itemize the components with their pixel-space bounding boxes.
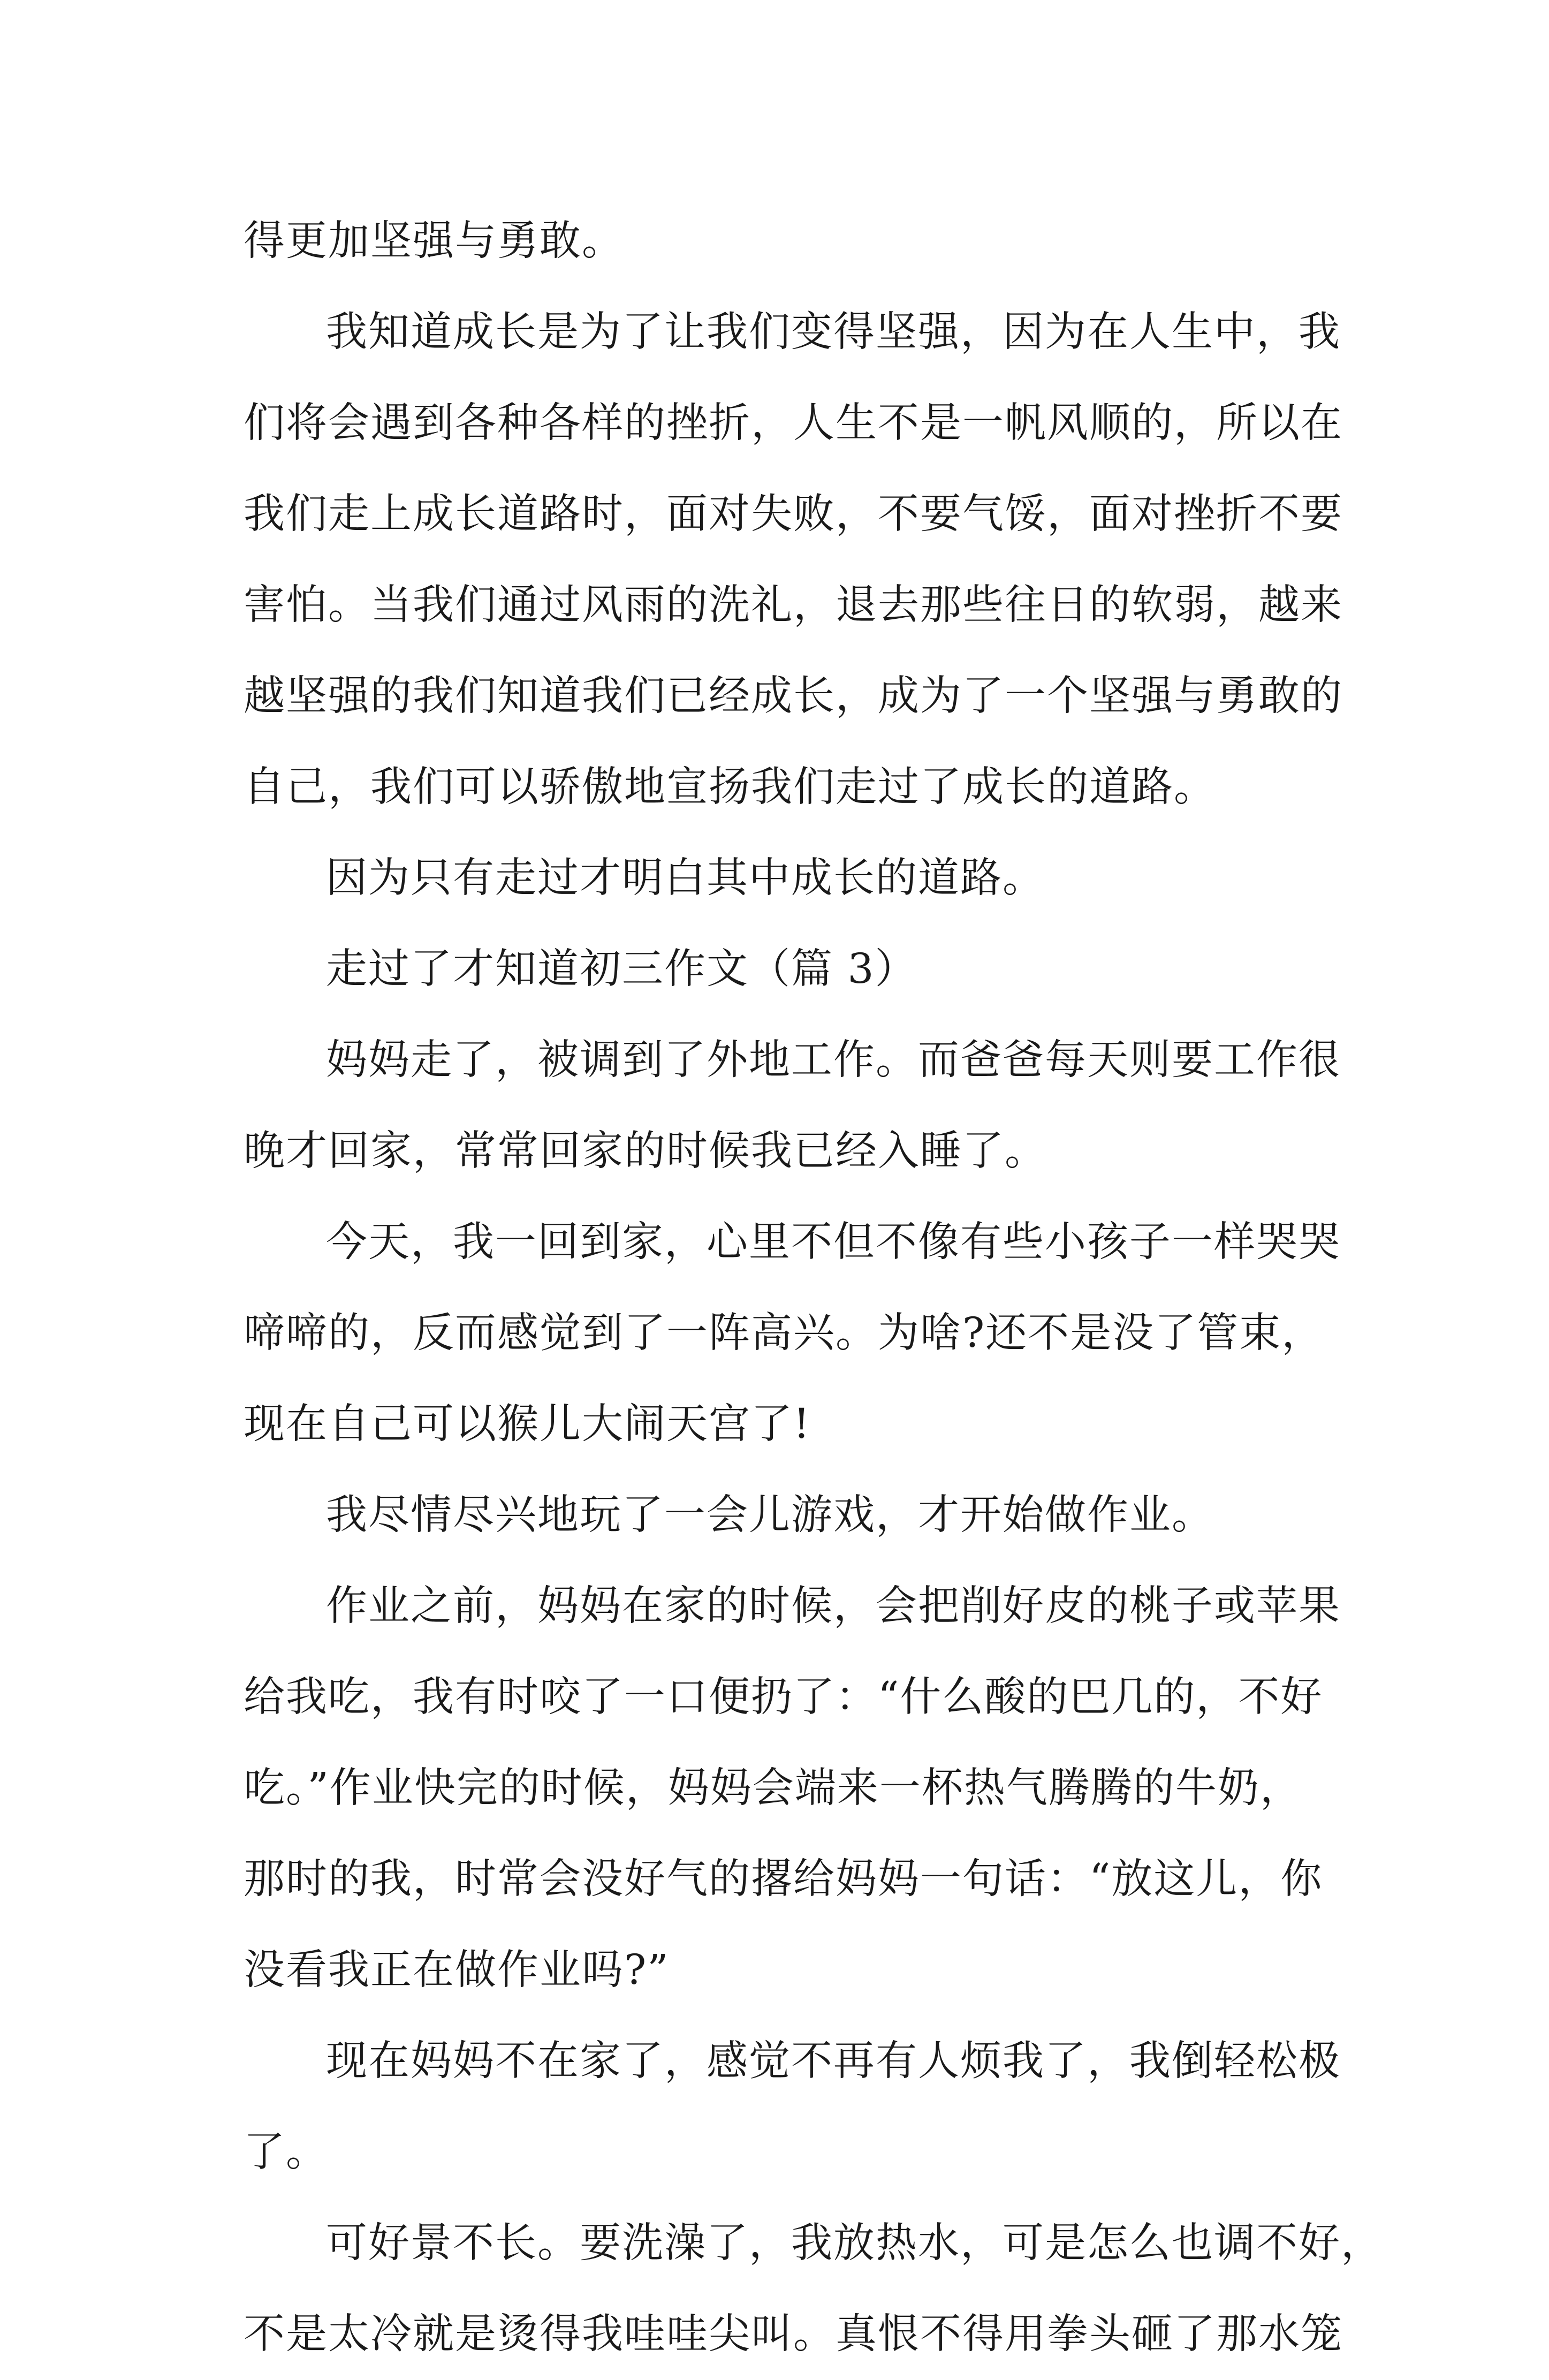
- text-line: 那时的我，时常会没好气的撂给妈妈一句话：“放这儿，你: [244, 1855, 1323, 1903]
- text-line: 越坚强的我们知道我们已经成长，成为了一个坚强与勇敢的: [244, 672, 1343, 720]
- text-line: 们将会遇到各种各样的挫折，人生不是一帆风顺的，所以在: [244, 399, 1343, 447]
- text-line: 现在自己可以猴儿大闹天宫了!: [244, 1400, 811, 1448]
- text-line: 现在妈妈不在家了，感觉不再有人烦我了，我倒轻松极: [326, 2037, 1341, 2085]
- text-line: 可好景不长。要洗澡了，我放热水，可是怎么也调不好，: [326, 2219, 1383, 2267]
- text-line: 今天，我一回到家，心里不但不像有些小孩子一样哭哭: [326, 1218, 1341, 1266]
- text-line: 没看我正在做作业吗?”: [244, 1946, 670, 1994]
- text-line: 晚才回家，常常回家的时候我已经入睡了。: [244, 1127, 1047, 1175]
- text-line: 因为只有走过才明白其中成长的道路。: [326, 854, 1045, 902]
- text-line: 害怕。当我们通过风雨的洗礼，退去那些往日的软弱，越来: [244, 581, 1343, 629]
- text-line: 作业之前，妈妈在家的时候，会把削好皮的桃子或苹果: [326, 1582, 1341, 1630]
- text-line: 不是太冷就是烫得我哇哇尖叫。真恨不得用拳头砸了那水笼: [244, 2310, 1343, 2358]
- text-line: 妈妈走了，被调到了外地工作。而爸爸每天则要工作很: [326, 1036, 1341, 1084]
- text-line: 吃。”作业快完的时候，妈妈会端来一杯热气腾腾的牛奶，: [244, 1764, 1302, 1812]
- text-line: 我尽情尽兴地玩了一会儿游戏，才开始做作业。: [326, 1491, 1214, 1539]
- text-line: 我们走上成长道路时，面对失败，不要气馁，面对挫折不要: [244, 490, 1343, 538]
- section-heading: 走过了才知道初三作文（篇 3）: [326, 945, 917, 993]
- text-line: 给我吃，我有时咬了一口便扔了：“什么酸的巴几的，不好: [244, 1673, 1323, 1721]
- text-line: 我知道成长是为了让我们变得坚强，因为在人生中，我: [326, 308, 1341, 356]
- text-line: 自己，我们可以骄傲地宣扬我们走过了成长的道路。: [244, 763, 1216, 811]
- text-line: 了。: [244, 2128, 328, 2176]
- document-body: [244, 196, 1383, 2380]
- text-line: 得更加坚强与勇敢。: [244, 217, 624, 265]
- text-line: 啼啼的，反而感觉到了一阵高兴。为啥?还不是没了管束，: [244, 1309, 1324, 1357]
